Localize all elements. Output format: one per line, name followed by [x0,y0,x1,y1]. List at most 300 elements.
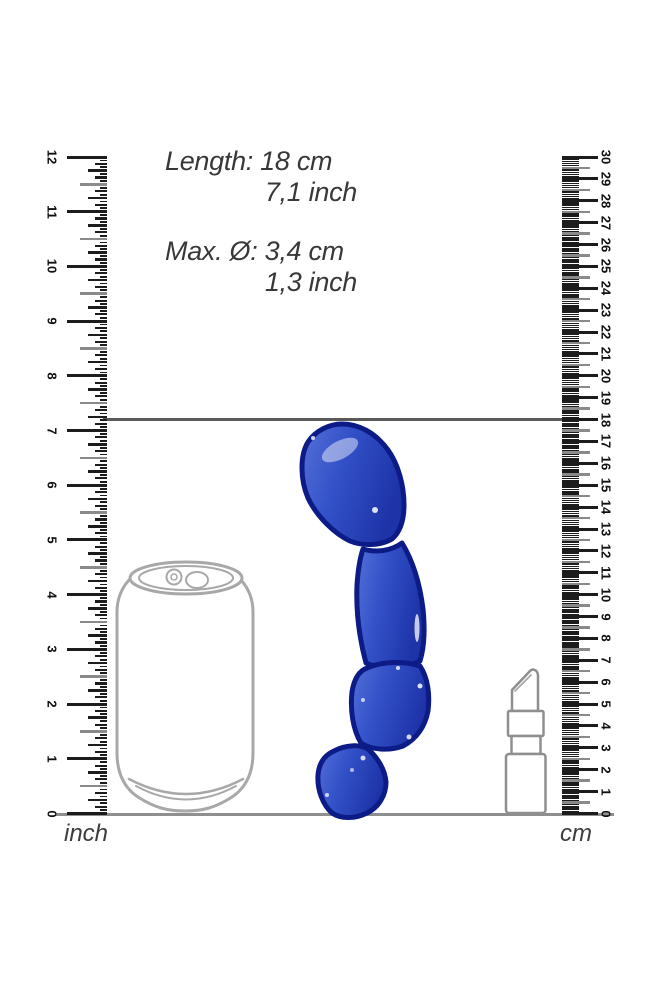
ruler-tick [100,372,107,374]
ruler-tick [95,669,107,671]
ruler-tick [95,710,107,712]
ruler-tick [100,508,107,510]
ruler-tick [562,526,579,527]
ruler-tick [562,741,579,742]
ruler-tick [562,734,579,735]
ruler-tick [562,592,579,593]
ruler-tick [95,354,107,356]
ruler-tick [562,598,579,599]
ruler-tick [88,498,107,501]
ruler-tick [100,666,107,668]
ruler-tick [100,802,107,804]
ruler-tick [562,440,598,443]
ruler-tick [100,460,107,462]
ruler-tick [95,286,107,288]
ruler-tick [562,604,590,606]
lipstick-base [506,754,546,813]
inch-ruler-number: 7 [44,426,60,435]
ruler-tick [562,183,579,184]
ruler-tick [100,515,107,517]
cm-ruler-number: 30 [598,149,614,165]
ruler-tick [562,552,579,553]
ruler-tick [562,697,579,698]
ruler-tick [562,395,579,396]
ruler-tick [562,331,598,334]
diameter-cm-label: Max. Ø: 3,4 cm [165,236,344,266]
ruler-tick [95,204,107,206]
ruler-tick [562,782,579,783]
inch-ruler-number: 8 [44,372,60,380]
ruler-tick [562,366,579,367]
cm-ruler-number: 17 [598,434,614,449]
ruler-tick [562,198,579,199]
ruler-tick [562,191,579,192]
ruler-tick [95,436,107,438]
ruler-tick [100,727,107,729]
ruler-tick [562,237,579,238]
ruler-tick [562,701,579,702]
ruler-tick [562,281,579,282]
ruler-tick [100,242,107,244]
inch-ruler-number: 6 [44,481,60,489]
ruler-tick [95,395,107,397]
ruler-tick [562,156,598,159]
ruler-tick [562,793,579,794]
ruler-tick [562,386,590,388]
ruler-tick [562,309,598,312]
ruler-tick [562,274,579,275]
ruler-tick [562,177,598,180]
ruler-tick [562,287,598,290]
ruler-tick [562,478,579,479]
ruler-tick [562,646,579,647]
ruler-tick [562,487,579,488]
ruler-tick [562,668,579,669]
ruler-tick [562,719,579,720]
ruler-tick [562,489,579,490]
ruler-tick [67,593,107,596]
ruler-tick [562,541,579,542]
ruler-tick [562,314,579,315]
ruler-tick [80,621,107,624]
ruler-tick [562,511,579,512]
ruler-tick [562,727,579,728]
ruler-tick [95,368,107,370]
ruler-tick [562,246,579,247]
ruler-tick [95,532,107,534]
ruler-tick [100,303,107,305]
ruler-tick [100,625,107,627]
ruler-tick [562,323,579,324]
ruler-tick [562,220,579,221]
ruler-tick [88,334,107,337]
ruler-tick [562,670,590,672]
cm-ruler-number: 10 [598,587,614,602]
ruler-tick [562,165,579,166]
ruler-tick [562,429,590,431]
ruler-tick [95,751,107,753]
ruler-tick [562,334,579,335]
ruler-tick [562,760,579,761]
ruler-tick [562,447,579,448]
inch-ruler-number: 4 [44,591,60,599]
ruler-tick [562,325,579,326]
cm-ruler-number: 29 [598,171,614,187]
ruler-tick [562,318,579,319]
inch-ruler-number: 2 [44,700,60,708]
ruler-tick [562,509,579,510]
ruler-tick [562,301,579,302]
ruler-tick [562,767,579,768]
ruler-tick [562,445,579,446]
ruler-tick [562,557,579,558]
ruler-tick [562,544,579,545]
ruler-tick [100,631,107,633]
cm-ruler-number: 7 [598,656,614,664]
ruler-tick [562,298,590,300]
ruler-tick [562,471,579,472]
ruler-tick [100,645,107,647]
ruler-tick [562,213,579,214]
lipstick-outline [500,665,552,817]
ruler-tick [95,641,107,643]
cm-ruler-number: 23 [598,302,614,318]
ruler-tick [562,587,579,588]
ruler-tick [562,808,579,809]
ruler-tick [562,180,579,181]
ruler-tick [562,257,579,258]
ruler-tick [100,228,107,230]
ruler-tick [562,207,579,208]
ruler-tick [100,522,107,524]
ruler-tick [100,529,107,531]
ruler-tick [88,607,107,610]
lipstick-casing [508,711,544,736]
ruler-tick [562,340,579,341]
ruler-tick [562,221,598,224]
product-bottom-bulge [318,746,386,818]
ruler-tick [100,248,107,250]
ruler-tick [562,439,579,440]
ruler-tick [562,423,579,424]
inch-ruler-number: 11 [44,204,60,219]
ruler-tick [100,385,107,387]
ruler-tick [88,662,107,665]
ruler-tick [562,513,579,514]
ruler-tick [562,407,590,409]
ruler-tick [95,505,107,507]
product-illustration [293,415,435,822]
ruler-tick [562,546,579,547]
ruler-tick [95,559,107,561]
ruler-tick [562,629,579,630]
ruler-tick [562,811,579,812]
ruler-tick [562,673,579,674]
ruler-tick [100,713,107,715]
ruler-tick [562,450,579,451]
ruler-tick [562,721,579,722]
ruler-tick [80,730,107,733]
ruler-tick [562,666,579,667]
ruler-tick [562,484,598,487]
ruler-tick [562,664,579,665]
ruler-tick [100,652,107,654]
ruler-tick [562,533,579,534]
ruler-tick [80,675,107,678]
cm-ruler-number: 25 [598,259,614,274]
measurement-annotations [165,146,357,298]
ruler-tick [562,590,579,591]
ruler-tick [562,327,579,328]
ruler-tick [562,762,579,763]
ruler-tick [562,537,579,538]
ruler-tick [95,682,107,684]
ruler-tick [562,555,579,556]
cm-ruler-number: 6 [598,678,614,686]
ruler-tick [562,692,590,694]
ruler-tick [562,224,579,225]
cm-ruler-number: 20 [598,368,614,384]
ruler-tick [95,600,107,602]
ruler-tick [562,559,579,560]
ruler-tick [562,239,579,240]
ruler-tick [562,254,590,256]
ruler-tick [562,458,579,459]
ruler-tick [100,317,107,319]
ruler-tick [562,620,579,621]
ruler-tick [100,549,107,551]
ruler-tick [88,361,107,364]
ruler-tick [562,622,579,623]
cm-unit-label: cm [560,820,592,847]
cm-ruler-number: 26 [598,237,614,252]
ruler-tick [100,207,107,209]
ruler-tick [100,700,107,702]
ruler-tick [562,312,579,313]
ruler-tick [100,180,107,182]
ruler-tick [95,272,107,274]
ruler-tick [562,684,579,685]
ruler-tick [88,634,107,637]
cm-ruler-number: 2 [598,766,614,774]
ruler-tick [100,235,107,237]
ruler-tick [100,221,107,223]
ruler-tick [67,156,107,159]
ruler-tick [562,342,590,344]
ruler-tick [562,347,579,348]
ruler-tick [562,451,590,453]
ruler-tick [95,327,107,329]
ruler-tick [562,515,579,516]
ruler-tick [562,412,579,413]
ruler-tick [67,703,107,706]
ruler-tick [80,238,107,241]
ruler-tick [562,688,579,689]
cm-ruler-number: 13 [598,521,614,537]
ruler-tick [562,561,590,563]
ruler-tick [562,745,579,746]
ruler-tick [562,502,579,503]
ruler-tick [562,790,598,793]
cm-ruler-number: 3 [598,744,614,752]
ruler-tick [562,686,579,687]
cm-ruler-number: 9 [598,612,614,621]
ruler-tick [562,520,579,521]
ruler-tick [562,226,579,227]
ruler-tick [100,426,107,428]
ruler-tick [88,306,107,309]
cm-ruler-number: 1 [598,787,614,796]
ruler-tick [562,800,579,801]
ruler-tick [562,531,579,532]
ruler-tick [562,801,590,803]
ruler-tick [562,576,579,577]
ruler-tick [67,374,107,377]
ruler-tick [562,659,598,662]
ruler-tick [562,360,579,361]
ruler-tick [562,480,579,481]
ruler-tick [562,194,579,195]
ruler-tick [562,749,579,750]
ruler-tick [562,493,579,494]
ruler-tick [562,653,579,654]
ruler-tick [562,380,579,381]
ruler-tick [562,784,579,785]
ruler-tick [562,316,579,317]
ruler-tick [80,402,107,405]
ruler-tick [562,196,579,197]
ruler-tick [88,443,107,446]
ruler-tick [562,528,598,531]
ruler-tick [562,648,590,650]
ruler-tick [95,163,107,165]
ruler-tick [562,421,579,422]
ruler-tick [562,467,579,468]
ruler-tick [95,300,107,302]
ruler-tick [562,276,590,278]
ruler-tick [88,197,107,200]
ruler-tick [100,406,107,408]
length-inch-label: 7,1 inch [264,177,357,207]
inch-ruler-number: 3 [44,645,60,653]
ruler-tick [562,406,579,407]
ruler-tick [67,265,107,268]
ruler-tick [562,789,579,790]
ruler-tick [562,390,579,391]
ruler-tick [67,210,107,213]
ruler-tick [80,183,107,186]
ruler-tick [95,217,107,219]
ruler-tick [100,542,107,544]
ruler-tick [562,651,579,652]
ruler-tick [67,538,107,541]
ruler-tick [88,251,107,254]
ruler-tick [562,495,590,497]
ruler-tick [562,498,579,499]
ruler-tick [95,450,107,452]
ruler-tick [562,270,579,271]
ruler-tick [562,596,579,597]
ruler-tick [562,724,598,727]
cm-ruler-number: 28 [598,193,614,208]
ruler-tick [80,511,107,514]
ruler-tick [95,231,107,233]
ruler-tick [562,743,579,744]
ruler-tick [562,593,598,596]
ruler-tick [562,504,579,505]
ruler-tick [100,351,107,353]
ruler-tick [100,166,107,168]
ruler-tick [562,185,579,186]
ruler-tick [100,679,107,681]
ruler-tick [562,706,579,707]
ruler-tick [562,491,579,492]
ruler-tick [100,754,107,756]
cm-ruler-number: 19 [598,390,614,405]
ruler-tick [562,351,579,352]
cm-ruler-number: 18 [598,412,614,427]
cm-ruler-number: 11 [598,565,614,580]
ruler-tick [562,618,579,619]
ruler-tick [562,615,598,618]
lipstick-band [512,736,541,754]
ruler-tick [562,712,579,713]
ruler-tick [562,603,579,604]
ruler-tick [100,454,107,456]
ruler-tick [562,524,579,525]
ruler-tick [562,640,579,641]
ruler-tick [562,631,579,632]
ruler-tick [100,399,107,401]
ruler-tick [562,172,579,173]
ruler-tick [562,778,579,779]
ruler-tick [562,535,579,536]
ruler-tick [100,194,107,196]
ruler-tick [562,570,579,571]
ruler-tick [562,677,579,678]
ruler-tick [88,169,107,172]
ruler-tick [562,773,579,774]
ruler-tick [100,214,107,216]
ruler-tick [562,714,590,716]
ruler-tick [562,717,579,718]
ruler-tick [562,329,579,330]
ruler-tick [100,659,107,661]
ruler-tick [100,563,107,565]
ruler-tick [562,690,579,691]
ruler-tick [562,765,579,766]
ruler-tick [100,262,107,264]
ruler-tick [562,723,579,724]
ruler-tick [562,235,579,236]
ruler-tick [562,563,579,564]
ruler-tick [80,785,107,788]
ruler-tick [100,693,107,695]
ruler-tick [562,189,590,191]
ruler-tick [562,374,598,377]
ruler-tick [95,806,107,808]
ruler-tick [562,371,579,372]
ruler-tick [562,636,579,637]
cm-ruler-number: 5 [598,700,614,708]
ruler-tick [562,614,579,615]
ruler-tick [562,460,579,461]
ruler-tick [562,268,579,269]
ruler-tick [562,336,579,337]
ruler-tick [562,776,579,777]
ruler-tick [562,279,579,280]
ruler-tick [100,358,107,360]
